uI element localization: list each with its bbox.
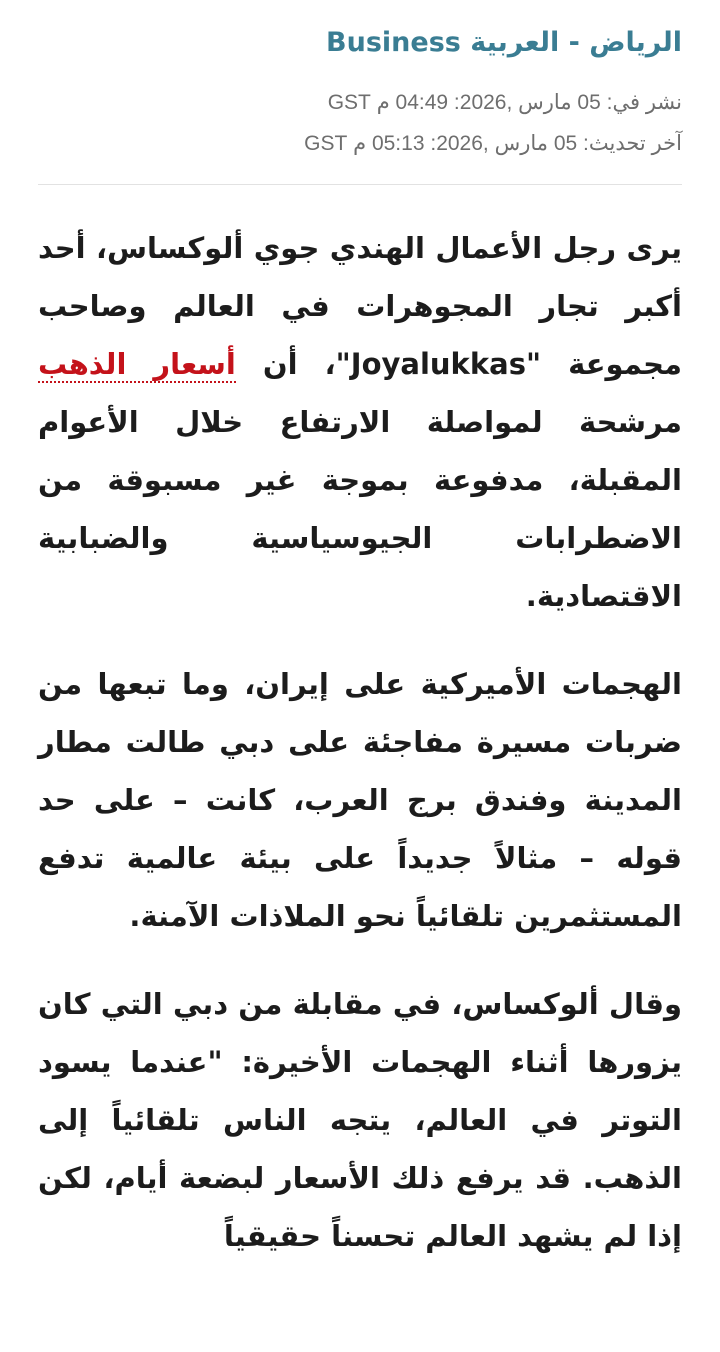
paragraph-1-text-a: يرى رجل الأعمال الهندي جوي ألوكساس، أحد أكبر تجار المجوهرات في العالم وصاحب مجموعة "Joyalukkas"، أن [38, 231, 682, 381]
updated-date: آخر تحديث: 05 مارس ,2026: 05:13 م GST [304, 132, 682, 155]
article-byline[interactable]: الرياض - العربية Business [326, 27, 682, 58]
paragraph-1 [38, 219, 682, 625]
paragraph-1-text-b: مرشحة لمواصلة الارتفاع خلال الأعوام المقبلة، مدفوعة بموجة غير مسبوقة من الاضطرابات الجيوسياسية والضبابية الاقتصادية. [38, 405, 682, 613]
published-date: نشر في: 05 مارس ,2026: 04:49 م GST [327, 91, 682, 114]
paragraph-3: وقال ألوكساس، في مقابلة من دبي التي كان يزورها أثناء الهجمات الأخيرة: "عندما يسود التوتر في العالم، يتجه الناس تلقائياً إلى الذهب. قد يرفع ذلك الأسعار لبضعة أيام، لكن إذا لم يشهد العالم تحسناً حقيقياً [38, 987, 682, 1253]
paragraph-2: الهجمات الأميركية على إيران، وما تبعها من ضربات مسيرة مفاجئة على دبي طالت مطار المدينة وفندق برج العرب، كانت – على حد قوله – مثالاً جديداً على بيئة عالمية تدفع المستثمرين تلقائياً نحو الملاذات الآمنة. [38, 667, 682, 933]
divider [38, 184, 682, 185]
gold-prices-link[interactable]: أسعار الذهب [38, 347, 236, 381]
article-meta [38, 88, 682, 158]
article-body [38, 219, 682, 1265]
